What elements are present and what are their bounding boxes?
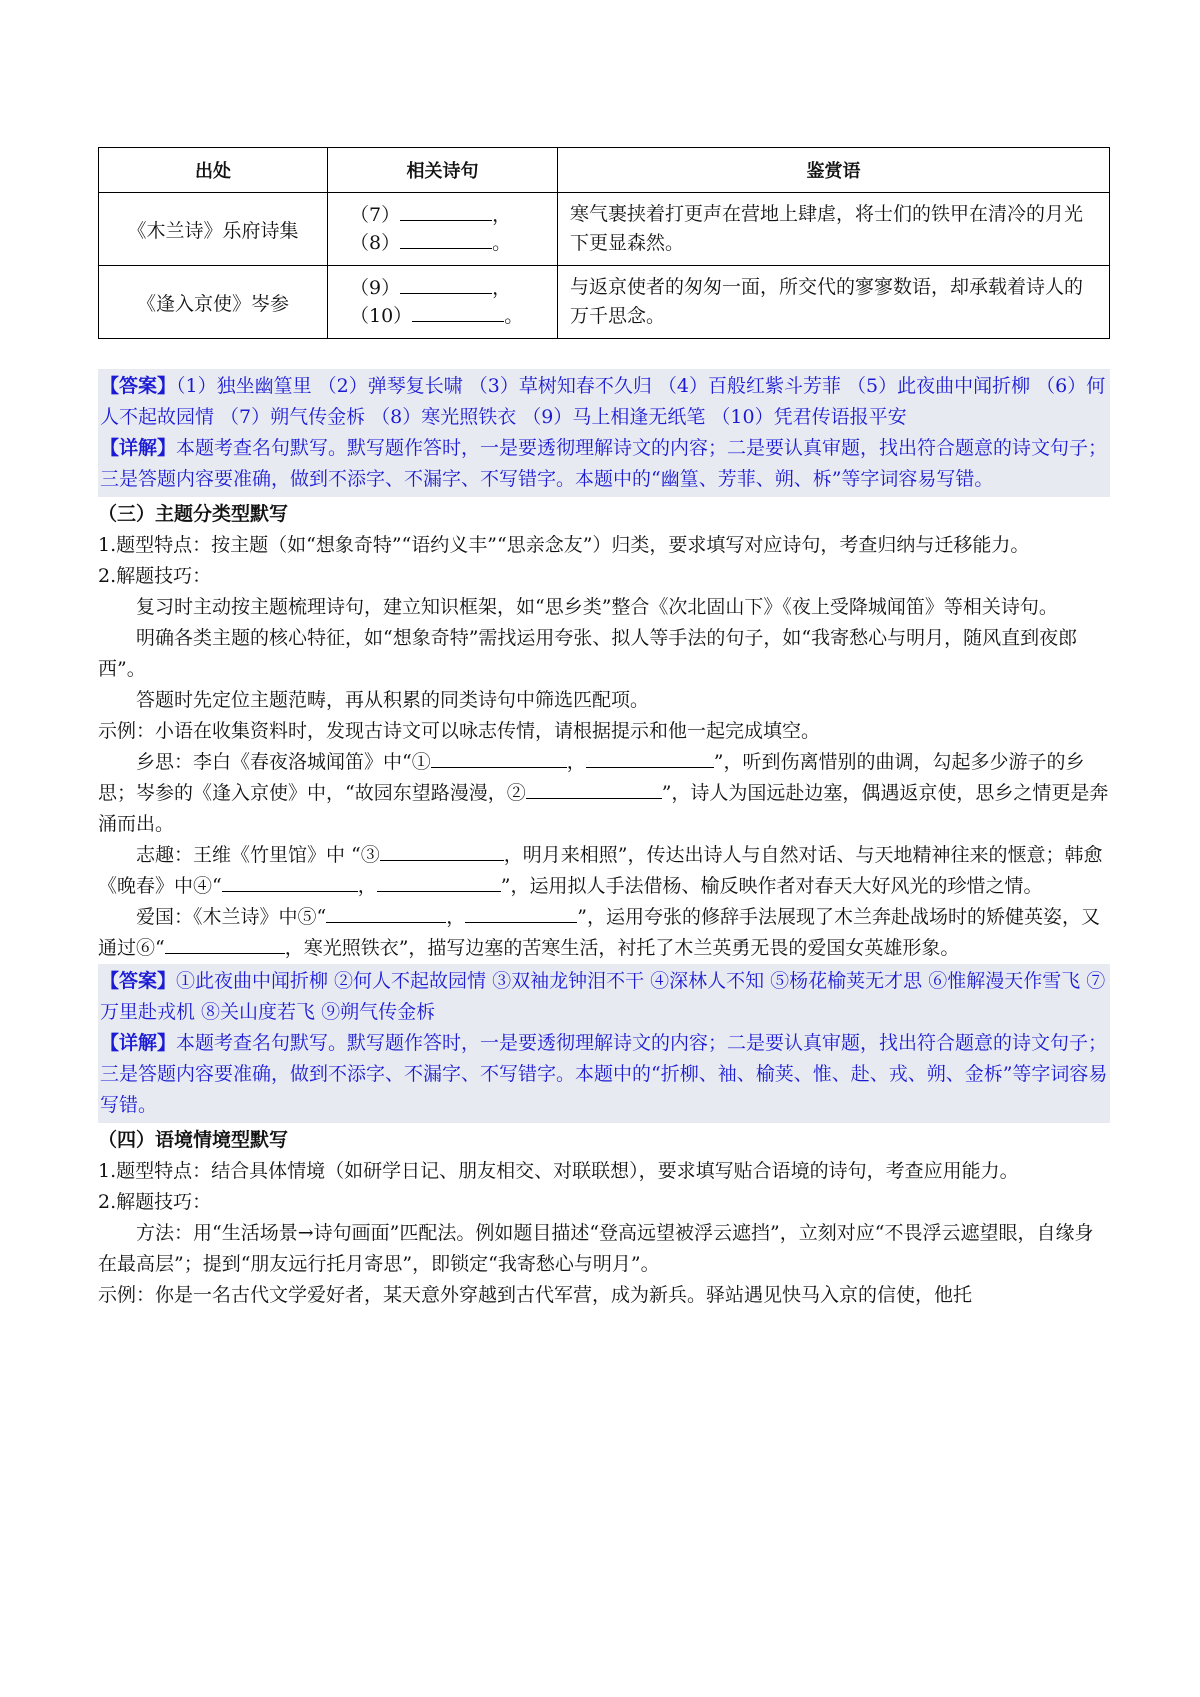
header-lines: 相关诗句 [328,148,558,193]
fill-blank[interactable] [586,747,714,768]
table-row [99,266,1110,339]
text-run: ， [566,751,586,773]
header-appreciation: 鉴赏语 [558,148,1110,193]
source-cell: 《逢入京使》岑参 [99,266,328,339]
fill-blank[interactable] [377,871,501,892]
fill-blank[interactable] [526,778,662,799]
paragraph: 示例：你是一名古代文学爱好者，某天意外穿越到古代军营，成为新兵。驿站遇见快马入京的信使，他托 [98,1284,973,1306]
paragraph: 2.解题技巧： [98,1191,212,1213]
poem-table [98,147,1110,339]
answer-paragraph [100,371,1110,433]
example-paragraph [98,840,1110,902]
line-number: （10） [350,305,413,327]
line-number: （8） [350,232,401,254]
text-run: 乡思：李白《春夜洛城闻笛》中“① [136,751,431,773]
detail-text: 本题考查名句默写。默写题作答时，一是要透彻理解诗文的内容；二是要认真审题，找出符合题意的诗文句子；三是答题内容要准确，做到不添字、不漏字、不写错字。本题中的“折柳、袖、榆荚、惟、赴、戎、朔、金柝”等字词容易写错。 [100,1032,1108,1116]
answer-tag: 【答案】 [100,375,177,397]
fill-blank[interactable] [400,275,492,294]
text-run: 爱国：《木兰诗》中⑤“ [136,906,327,928]
fill-blank[interactable] [380,840,504,861]
table-header-row [99,148,1110,193]
header-source: 出处 [99,148,328,193]
punctuation: ， [492,277,512,299]
fill-blank[interactable] [165,933,285,954]
section-title: （三）主题分类型默写 [98,503,289,525]
paragraph: 2.解题技巧： [98,565,212,587]
table-row [99,193,1110,266]
paragraph: 答题时先定位主题范畴，再从积累的同类诗句中筛选匹配项。 [136,689,650,711]
answer-text: ①此夜曲中闻折柳 ②何人不起故园情 ③双袖龙钟泪不干 ④深林人不知 ⑤杨花榆荚无才思 ⑥惟解漫天作雪飞 ⑦万里赴戎机 ⑧关山度若飞 ⑨朔气传金柝 [100,970,1106,1023]
paragraph: 1.题型特点：按主题（如“想象奇特”“语约义丰”“思亲念友”）归类，要求填写对应诗句，考查归纳与迁移能力。 [98,534,1030,556]
answer-box-1 [98,369,1110,497]
paragraph: 明确各类主题的核心特征，如“想象奇特”需找运用夸张、拟人等手法的句子，如“我寄愁心与明月，随风直到夜郎西”。 [98,627,1078,680]
punctuation: 。 [504,305,524,327]
text-run: ”，诗人为国远赴边塞，偶遇返京使，思乡之情更是奔涌而出。 [98,782,1109,835]
example-paragraph [98,902,1110,964]
answer-text: （1）独坐幽篁里 （2）弹琴复长啸 （3）草树知春不久归 （4）百般红紫斗芳菲 （5）此夜曲中闻折柳 （6）何人不起故园情 （7）朔气传金柝 （8）寒光照铁衣 （9）马上相逢无纸笔 （10）凭君传语报平安 [100,375,1106,428]
fill-blank[interactable] [412,303,504,322]
detail-tag: 【详解】 [100,437,177,459]
answer-box-2 [98,964,1110,1123]
text-run: ，寒光照铁衣”，描写边塞的苦寒生活，衬托了木兰英勇无畏的爱国女英雄形象。 [284,937,960,959]
text-run: ，明月来相照”，传达出诗人与自然对话、与天地精神往来的惬意；韩愈《晚春》中④“ [98,844,1103,897]
paragraph: 方法：用“生活场景→诗句画面”匹配法。例如题目描述“登高远望被浮云遮挡”，立刻对应“不畏浮云遮望眼，自缘身在最高层”；提到“朋友远行托月寄思”，即锁定“我寄愁心与明月”。 [98,1222,1094,1275]
appreciation-cell: 与返京使者的匆匆一面，所交代的寥寥数语，却承载着诗人的万千思念。 [558,266,1110,339]
punctuation: ， [492,204,512,226]
lines-cell [328,193,558,266]
text-run: ”，运用夸张的修辞手法展现了木兰奔赴战场时的矫健英姿，又通过⑥“ [98,906,1100,959]
example-paragraph [98,747,1110,840]
detail-tag: 【详解】 [100,1032,177,1054]
text-run: ， [446,906,466,928]
text-run: ”，听到伤离惜别的曲调，勾起多少游子的乡思；岑参的《逢入京使》中，“故园东望路漫漫，② [98,751,1085,804]
fill-blank[interactable] [326,902,446,923]
text-run: ， [357,875,377,897]
answer-tag: 【答案】 [100,970,177,992]
fill-blank[interactable] [431,747,567,768]
paragraph: 1.题型特点：结合具体情境（如研学日记、朋友相交、对联联想），要求填写贴合语境的诗句，考查应用能力。 [98,1160,1019,1182]
source-cell: 《木兰诗》乐府诗集 [99,193,328,266]
text-run: ”，运用拟人手法借杨、榆反映作者对春天大好风光的珍惜之情。 [500,875,1043,897]
fill-blank[interactable] [465,902,577,923]
lines-cell [328,266,558,339]
fill-blank[interactable] [400,230,492,249]
detail-paragraph [100,1028,1110,1121]
text-run: 志趣：王维《竹里馆》中 “③ [136,844,380,866]
fill-blank[interactable] [400,202,492,221]
paragraph: 示例：小语在收集资料时，发现古诗文可以咏志传情，请根据提示和他一起完成填空。 [98,720,821,742]
detail-text: 本题考查名句默写。默写题作答时，一是要透彻理解诗文的内容；二是要认真审题，找出符合题意的诗文句子；三是答题内容要准确，做到不添字、不漏字、不写错字。本题中的“幽篁、芳菲、朔、柝”等字词容易写错。 [100,437,1108,490]
line-number: （7） [350,204,401,226]
fill-blank[interactable] [222,871,358,892]
document-page [98,147,1110,1311]
answer-paragraph [100,966,1110,1028]
detail-paragraph [100,433,1110,495]
line-number: （9） [350,277,401,299]
punctuation: 。 [492,232,512,254]
appreciation-cell: 寒气裹挟着打更声在营地上肆虐，将士们的铁甲在清冷的月光下更显森然。 [558,193,1110,266]
section-title: （四）语境情境型默写 [98,1129,289,1151]
paragraph: 复习时主动按主题梳理诗句，建立知识框架，如“思乡类”整合《次北固山下》《夜上受降城闻笛》等相关诗句。 [136,596,1058,618]
